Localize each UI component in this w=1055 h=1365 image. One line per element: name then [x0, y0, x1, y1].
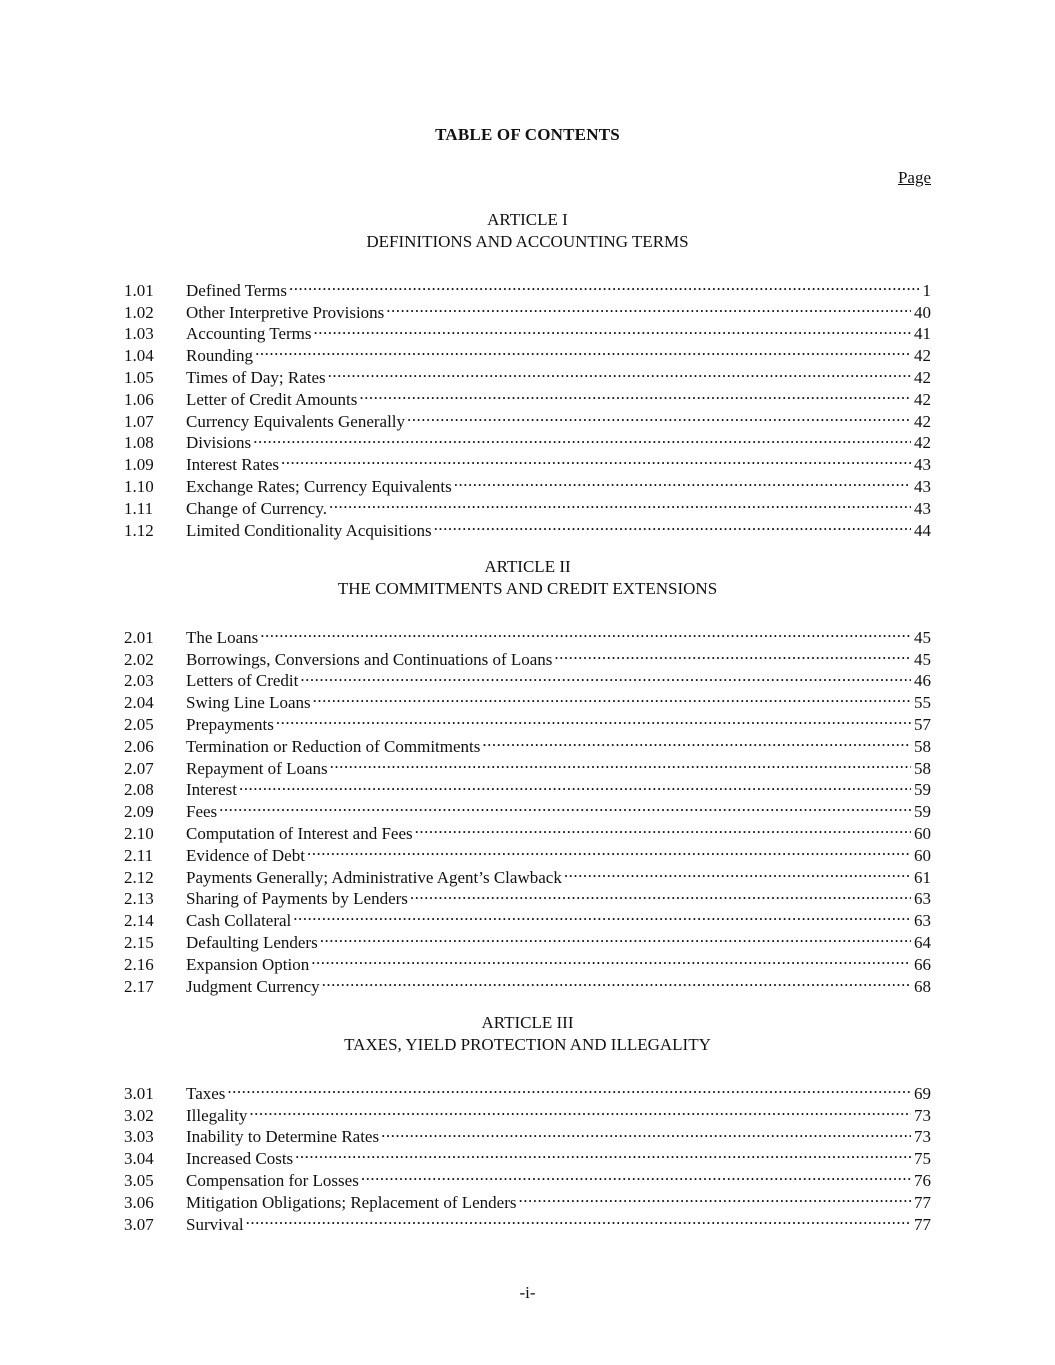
- article-entries-2: [124, 621, 931, 996]
- section-number: 2.04: [124, 693, 154, 713]
- section-title: Survival: [186, 1214, 244, 1234]
- section-number: 2.01: [124, 627, 154, 647]
- section-title: Mitigation Obligations; Replacement of Lenders: [186, 1192, 517, 1212]
- section-title: Letters of Credit: [186, 671, 299, 691]
- section-title: Compensation for Losses: [186, 1170, 359, 1190]
- dot-leader: [386, 296, 911, 318]
- section-number: 2.12: [124, 867, 154, 887]
- dot-leader: [219, 795, 911, 817]
- dot-leader: [311, 948, 911, 970]
- section-page-number: 60: [914, 845, 931, 865]
- dot-leader: [239, 774, 911, 796]
- dot-leader: [482, 730, 911, 752]
- dot-leader: [246, 1208, 911, 1230]
- section-page-number: 59: [914, 780, 931, 800]
- section-number: 1.03: [124, 324, 154, 344]
- toc-title: TABLE OF CONTENTS: [435, 125, 620, 144]
- dot-leader: [359, 383, 911, 405]
- dot-leader: [260, 621, 911, 643]
- toc-entry: [124, 1208, 931, 1234]
- dot-leader: [330, 752, 911, 774]
- dot-leader: [564, 861, 911, 883]
- section-number: 3.06: [124, 1192, 154, 1212]
- section-number: 1.05: [124, 367, 154, 387]
- section-page-number: 45: [914, 649, 931, 669]
- dot-leader: [253, 427, 911, 449]
- section-page-number: 76: [914, 1170, 931, 1190]
- section-page-number: 60: [914, 823, 931, 843]
- dot-leader: [276, 708, 911, 730]
- section-page-number: 69: [914, 1083, 931, 1103]
- dot-leader: [454, 470, 911, 492]
- dot-leader: [407, 405, 911, 427]
- dot-leader: [293, 904, 911, 926]
- section-title: Limited Conditionality Acquisitions: [186, 520, 432, 540]
- section-title: Inability to Determine Rates: [186, 1127, 380, 1147]
- dot-leader: [381, 1121, 911, 1143]
- section-number: 1.06: [124, 389, 154, 409]
- toc-entry: [124, 774, 931, 800]
- section-title: Increased Costs: [186, 1149, 294, 1169]
- section-number: 2.14: [124, 911, 154, 931]
- section-number: 1.10: [124, 476, 154, 496]
- section-title: Swing Line Loans: [186, 693, 311, 713]
- section-page-number: 77: [914, 1214, 931, 1234]
- section-title: Currency Equivalents Generally: [186, 411, 406, 431]
- section-number: 1.12: [124, 520, 154, 540]
- section-page-number: 66: [914, 954, 931, 974]
- dot-leader: [300, 665, 911, 687]
- toc-entry: [124, 274, 931, 300]
- section-page-number: 42: [914, 433, 931, 453]
- section-number: 2.15: [124, 932, 154, 952]
- dot-leader: [227, 1077, 911, 1099]
- section-number: 3.07: [124, 1214, 154, 1234]
- section-number: 2.06: [124, 736, 154, 756]
- section-number: 1.04: [124, 346, 154, 366]
- section-number: 2.16: [124, 954, 154, 974]
- section-number: 2.03: [124, 671, 154, 691]
- section-number: 2.10: [124, 823, 154, 843]
- footer-page-number: -i-: [519, 1283, 536, 1302]
- section-title: Change of Currency.: [186, 498, 327, 518]
- section-title: Taxes: [186, 1083, 226, 1103]
- section-number: 2.08: [124, 780, 154, 800]
- section-page-number: 46: [914, 671, 931, 691]
- toc-entry: [124, 817, 931, 843]
- section-page-number: 58: [914, 736, 931, 756]
- dot-leader: [281, 448, 911, 470]
- section-number: 2.09: [124, 802, 154, 822]
- article-title: TAXES, YIELD PROTECTION AND ILLEGALITY: [344, 1035, 711, 1054]
- section-title: Illegality: [186, 1105, 248, 1125]
- section-number: 1.09: [124, 455, 154, 475]
- section-number: 1.11: [124, 498, 154, 518]
- section-title: Exchange Rates; Currency Equivalents: [186, 476, 452, 496]
- section-title: Interest: [186, 780, 237, 800]
- section-page-number: 43: [914, 498, 931, 518]
- article-label: ARTICLE I: [487, 210, 568, 229]
- toc-entry: [124, 795, 931, 822]
- section-page-number: 40: [914, 302, 931, 322]
- dot-leader: [434, 514, 911, 536]
- section-page-number: 55: [914, 693, 931, 713]
- article-heading-3: [0, 1012, 1055, 1056]
- section-number: 2.17: [124, 976, 154, 996]
- dot-leader: [249, 1099, 911, 1121]
- section-number: 2.02: [124, 649, 154, 669]
- section-page-number: 73: [914, 1127, 931, 1147]
- dot-leader: [314, 318, 912, 340]
- toc-entry: [124, 1077, 931, 1103]
- dot-leader: [410, 883, 911, 905]
- dot-leader: [554, 643, 911, 665]
- section-page-number: 41: [914, 324, 931, 344]
- section-page-number: 77: [914, 1192, 931, 1212]
- section-title: Evidence of Debt: [186, 845, 305, 865]
- dot-leader: [295, 1142, 911, 1164]
- section-page-number: 75: [914, 1149, 931, 1169]
- dot-leader: [255, 339, 911, 361]
- section-title: Payments Generally; Administrative Agent’s Clawback: [186, 867, 562, 887]
- section-page-number: 43: [914, 476, 931, 496]
- section-number: 1.07: [124, 411, 154, 431]
- section-number: 2.05: [124, 714, 154, 734]
- dot-leader: [415, 817, 911, 839]
- section-title: Termination or Reduction of Commitments: [186, 736, 481, 756]
- section-title: Prepayments: [186, 714, 274, 734]
- section-title: Repayment of Loans: [186, 758, 328, 778]
- section-title: Expansion Option: [186, 954, 310, 974]
- section-page-number: 44: [914, 520, 931, 540]
- dot-leader: [320, 926, 911, 948]
- article-label: ARTICLE II: [484, 557, 571, 576]
- article-label: ARTICLE III: [481, 1013, 574, 1032]
- section-title: Times of Day; Rates: [186, 367, 326, 387]
- article-title: THE COMMITMENTS AND CREDIT EXTENSIONS: [337, 579, 718, 598]
- dot-leader: [313, 686, 911, 708]
- section-title: Defaulting Lenders: [186, 932, 318, 952]
- section-title: Sharing of Payments by Lenders: [186, 889, 408, 909]
- dot-leader: [307, 839, 911, 861]
- section-number: 3.05: [124, 1170, 154, 1190]
- section-page-number: 42: [914, 346, 931, 366]
- toc-entry: [124, 1099, 931, 1125]
- section-title: Fees: [186, 802, 218, 822]
- section-title: Other Interpretive Provisions: [186, 302, 385, 322]
- section-number: 1.08: [124, 433, 154, 453]
- section-number: 3.03: [124, 1127, 154, 1147]
- section-number: 3.02: [124, 1105, 154, 1125]
- section-page-number: 73: [914, 1105, 931, 1125]
- dot-leader: [322, 970, 911, 992]
- section-page-number: 45: [914, 627, 931, 647]
- article-heading-2: [0, 556, 1055, 600]
- dot-leader: [329, 492, 911, 514]
- section-page-number: 61: [914, 867, 931, 887]
- article-entries-1: [124, 274, 931, 540]
- section-title: Cash Collateral: [186, 911, 292, 931]
- dot-leader: [518, 1186, 911, 1208]
- section-number: 2.11: [124, 845, 154, 865]
- section-page-number: 42: [914, 411, 931, 431]
- section-page-number: 59: [914, 802, 931, 822]
- section-title: Defined Terms: [186, 280, 287, 300]
- section-title: The Loans: [186, 627, 259, 647]
- section-page-number: 63: [914, 911, 931, 931]
- section-title: Interest Rates: [186, 455, 279, 475]
- toc-entry: [124, 621, 931, 647]
- dot-leader: [289, 274, 920, 296]
- section-number: 2.13: [124, 889, 154, 909]
- section-page-number: 42: [914, 389, 931, 409]
- section-title: Borrowings, Conversions and Continuations of Loans: [186, 649, 553, 669]
- section-title: Divisions: [186, 433, 252, 453]
- article-heading-1: [0, 209, 1055, 253]
- section-title: Rounding: [186, 346, 254, 366]
- section-number: 1.02: [124, 302, 154, 322]
- section-page-number: 64: [914, 932, 931, 952]
- section-page-number: 63: [914, 889, 931, 909]
- dot-leader: [361, 1164, 911, 1186]
- page-column-label: Page: [897, 168, 931, 187]
- section-page-number: 57: [914, 714, 931, 734]
- section-page-number: 58: [914, 758, 931, 778]
- section-number: 3.04: [124, 1149, 154, 1169]
- article-entries-3: [124, 1077, 931, 1234]
- section-title: Accounting Terms: [186, 324, 312, 344]
- section-title: Judgment Currency: [186, 976, 320, 996]
- article-title: DEFINITIONS AND ACCOUNTING TERMS: [366, 232, 689, 251]
- section-page-number: 42: [914, 367, 931, 387]
- section-title: Computation of Interest and Fees: [186, 823, 413, 843]
- dot-leader: [328, 361, 911, 383]
- section-number: 2.07: [124, 758, 154, 778]
- section-title: Letter of Credit Amounts: [186, 389, 358, 409]
- section-page-number: 68: [914, 976, 931, 996]
- section-page-number: 43: [914, 455, 931, 475]
- section-number: 1.01: [124, 280, 154, 300]
- section-number: 3.01: [124, 1083, 154, 1103]
- section-page-number: 1: [922, 280, 931, 300]
